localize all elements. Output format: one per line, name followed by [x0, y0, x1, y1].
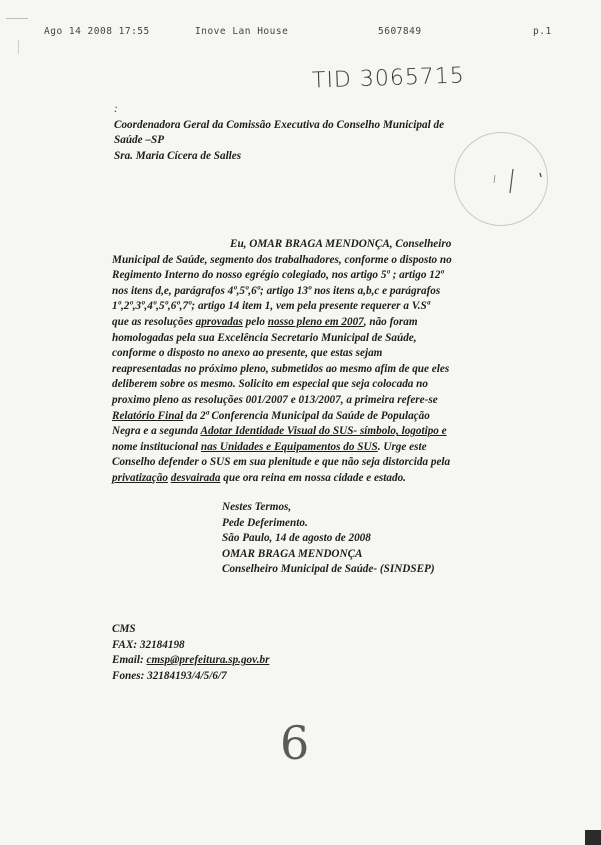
underlined-text: privatização: [112, 471, 168, 484]
handwritten-page-number: 6: [280, 716, 310, 770]
body-line: [112, 471, 522, 487]
underlined-text: Adotar Identidade Visual do SUS- símbolo, logotipo e: [200, 425, 447, 438]
body-line: [112, 440, 522, 456]
recipient-title: Coordenadora Geral da Comissão Executiva do Conselho Municipal de: [114, 118, 445, 131]
body-line: nos itens d,e, parágrafos 4º,5º,6º; artigo 13º nos itens a,b,c e parágrafos: [112, 284, 441, 297]
contact-fax: FAX: 32184198: [112, 638, 185, 651]
closing-block: [222, 500, 522, 578]
recipient-name: Sra. Maria Cícera de Salles: [114, 149, 242, 162]
body-text: que ora reina em nossa cidade e estado.: [223, 471, 406, 484]
scan-edge-mark: [18, 40, 19, 54]
body-line: 1º,2º,3º,4º,5º,6º,7º; artigo 14 item 1, vem pela presente requerer a V.Sª: [112, 300, 430, 313]
underlined-text: desvairada: [170, 471, 221, 484]
handwritten-id: TID 3065715: [311, 63, 466, 94]
recipient-title-cont: Saúde –SP: [114, 134, 165, 147]
body-line: reapresentadas no próximo pleno, submetidos ao mesmo afim de que eles: [112, 362, 450, 375]
body-text: Negra e a segunda: [112, 425, 199, 438]
fax-page-number: p.1: [533, 26, 552, 37]
scan-edge-mark: [6, 18, 28, 19]
body-line: deliberem sobre os mesmo. Solicito em especial que seja colocada no: [112, 378, 429, 391]
fax-header: [0, 26, 601, 40]
body-line: [112, 315, 522, 331]
body-text: nome institucional: [112, 440, 199, 453]
fax-number: 5607849: [378, 26, 422, 37]
contact-block: [112, 622, 412, 684]
underlined-text: Relatório Final: [112, 409, 184, 422]
closing-date: São Paulo, 14 de agosto de 2008: [222, 532, 371, 545]
body-text: que as resoluções: [112, 315, 193, 328]
email-link[interactable]: cmsp@prefeitura.sp.gov.br: [146, 654, 270, 667]
underlined-text: nas Unidades e Equipamentos do SUS: [200, 440, 378, 453]
email-label: Email:: [112, 654, 144, 667]
body-line: conforme o disposto no anexo ao presente, que estas sejam: [112, 347, 383, 360]
body-line: Conselho defender o SUS em sua plenitude e que não seja distorcida pela: [112, 456, 451, 469]
body-text: . Urge este: [377, 440, 427, 453]
contact-phones: Fones: 32184193/4/5/6/7: [112, 669, 227, 682]
signatory-name: OMAR BRAGA MENDONÇA: [222, 547, 363, 560]
signatory-role: Conselheiro Municipal de Saúde- (SINDSEP): [222, 563, 435, 576]
underlined-text: aprovadas: [195, 315, 243, 328]
closing-line: Nestes Termos,: [222, 501, 292, 513]
underlined-text: nosso pleno em 2007: [267, 315, 364, 328]
letter-body: [112, 237, 522, 487]
body-line: [112, 424, 522, 440]
body-text: da 2ª Conferencia Municipal da Saúde de População: [185, 409, 430, 422]
body-line: Eu, OMAR BRAGA MENDONÇA, Conselheiro: [230, 238, 452, 250]
fax-sender: Inove Lan House: [195, 26, 289, 37]
contact-org: CMS: [112, 623, 136, 635]
body-line: homologadas pela sua Excelência Secretario Municipal de Saúde,: [112, 331, 417, 344]
body-text: , não foram: [363, 315, 418, 328]
body-line: Regimento Interno do nosso egrégio colegiado, nos artigo 5º ; artigo 12º: [112, 269, 444, 282]
body-text: pelo: [245, 315, 265, 328]
fax-date-time: Ago 14 2008 17:55: [44, 26, 150, 37]
closing-line: Pede Deferimento.: [222, 516, 308, 529]
contact-email-line: [112, 653, 412, 669]
body-line: proximo pleno as resoluções 001/2007 e 013/2007, a primeira refere-se: [112, 393, 438, 406]
scan-edge-mark: [585, 830, 601, 845]
recipient-block: [114, 102, 534, 164]
body-line: [112, 409, 522, 425]
body-line: Municipal de Saúde, segmento dos trabalhadores, conforme o disposto no: [112, 253, 452, 266]
recipient-salutation: :: [114, 103, 118, 115]
